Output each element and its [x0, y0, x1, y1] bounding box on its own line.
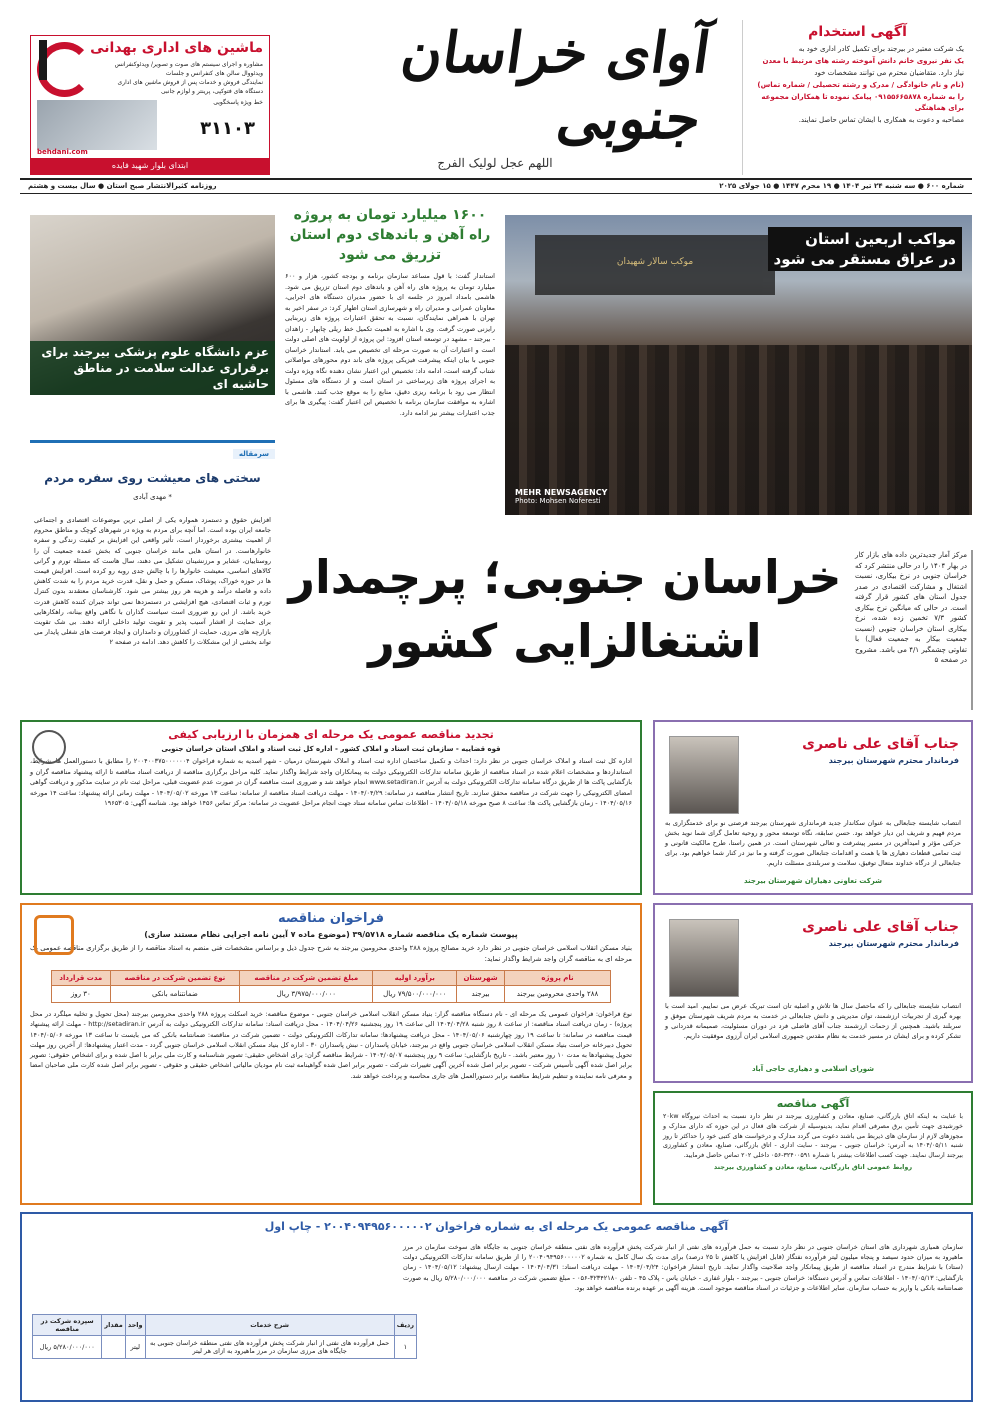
tender-subtitle: پیوست شماره یک مناقصه شماره ۳۹/۵۷۱۸ (موضوع ماده ۷ آیین نامه اجرایی نظام مستند سازی) [144, 930, 518, 939]
table-row [52, 986, 611, 1003]
table-header: نوع تضمین شرکت در مناقصه [110, 971, 240, 986]
tender-details: نوع فراخوان: فراخوان عمومی یک مرحله ای - نام دستگاه مناقصه گزار: بنیاد مسکن انقلاب اسلامی خراسان جنوبی - موضوع مناقصه: خرید اسکلت پروژه ۲۸۸ واحدی محرومین بیرجند (محل تحویل و تخلیه میلگرد در محل پروژه) - زمان دریافت اسناد مناقصه: از ساعت ۸ روز شنبه ۱۴۰۴/۰۴/۲۸ الی ساعت ۱۹ روز پنجشنبه ۱۴۰۴/۰۴/۲۶ - محل دریافت اسناد: سامانه تدارکات الکترونیکی دولت به آدرس http://setadiran.ir - مهلت ارائه پیشنهاد قیمت مناقصه در سامانه: تا ساعت ۱۹ روز چهارشنبه ۱۴۰۴/۰۵/۰۶ - محل دریافت پیشنهادها: سامانه تدارکات الکترونیکی دولت - تضمین شرکت در مناقصه: ضمانتنامه بانکی که می بایست تا ساعت ۱۳ مورخه ۱۴۰۴/۰۵/۰۶ تحویل دبیرخانه حراست بنیاد مسکن انقلاب اسلامی خراسان جنوبی واقع در بیرجند، خیابان پاسداران - نبش پاسداران ۳۰ - اداره کل بنیاد مسکن انقلاب اسلامی خراسان جنوبی گردد - مدت اعتبار پیشنهادها: از آخرین روز مهلت تحویل پیشنهادها به مدت ۱۰ روز معتبر باشد. - تاریخ بازگشایی: ساعت ۹ روز پنجشنبه ۱۴۰۴/۰۵/۰۷ - شرایط مناقصه گران: برای اشخاص حقیقی: تصویر شناسنامه و کارت ملی برابر با اصل شده و برای اشخاص حقوقی: تصویر برابر اصل شده آگهی تأسیس شرکت - تصویر برابر اصل شده آخرین آگهی تغییرات شرکت - تصویر برابر اصل شده گواهینامه ثبت نام مودیان مالیاتی اشخاص حقیقی و حقوقی - تصویر برابر اصل شده کارت ملی صاحبان امضا و معرفی نامه نماینده و تنظیم شرایط مناقصه برابر دستورالعمل های جاری محاسبه و پرداخت خواهد شد. [30, 1010, 632, 1080]
hire-ad-line: نیاز دارد. متقاضیان محترم می توانند مشخصات خود [814, 69, 964, 77]
portrait-image [669, 919, 739, 997]
table-header: ردیف [394, 1315, 416, 1336]
hire-ad-line: مصاحبه و دعوت به همکاری با ایشان تماس حاصل نمایند. [798, 116, 964, 124]
issue-info: شماره ۶۰۰ ● سه شنبه ۲۴ تیر ۱۴۰۴ ● ۱۹ محرم ۱۴۴۷ ● ۱۵ جولای ۲۰۲۵ [719, 182, 964, 190]
editorial [30, 440, 275, 700]
housing-foundation-tender [20, 903, 642, 1205]
tender-signature: روابط عمومی اتاق بازرگانی، صنایع، معادن و کشاورزی بیرجند [713, 1162, 913, 1171]
photo-caption-line: در عراق مستقر می شود [773, 250, 956, 268]
behdani-website: behdani.com [37, 148, 88, 156]
editorial-tag: سرمقاله [233, 449, 275, 459]
photo-banner-text: موکب سالار شهیدان [616, 257, 694, 267]
behdani-ad-line: نمایندگی فروش و خدمات پس از فروش ماشین های اداری [117, 79, 263, 86]
editorial-headline: سختی های معیشت روی سفره مردم [44, 471, 261, 485]
behdani-ad-line: مشاوره و اجرای سیستم های صوت و تصویر/ ویدئوکنفرانس [114, 61, 263, 68]
main-headline-line: اشتغالزایی کشور [368, 614, 762, 668]
tender-table [32, 1314, 417, 1359]
tender-body: سازمان همیاری شهرداری های استان خراسان جنوبی در نظر دارد نسبت به حمل فرآورده های نفتی از انبار شرکت پخش فرآورده های نفتی منطقه خراسان جنوبی به جایگاه های سوخت سازمان در مرز ماهیرود به میزان حدود سیصد و پنجاه میلیون لیتر فرآورده نفتگاز (قابل افزایش یا کاهش تا ۲۵ درصد) برای مدت یک سال کامل به شماره ۲۰۰۴۰۹۴۹۵۶۰۰۰۰۰۲ را از طریق سامانه تدارکات الکترونیکی دولت (ستاد) با شرایط مندرج در اسناد مناقصه از طریق پیمانکار واجد صلاحیت واگذار نماید. تاریخ انتشار فراخوان: ۱۴۰۴/۰۴/۲۴ - مهلت دریافت اسناد: ۱۴۰۴/۰۴/۳۱ - مهلت ارسال پیشنهاد: ۱۴۰۴/۰۵/۱۲ - زمان بازگشایی: ۱۴۰۴/۰۵/۱۳ - اطلاعات تماس و آدرس دستگاه: خراسان جنوبی - بیرجند - بلوار غفاری - خیابان یاس - پلاک ۴۵ - تلفن ۳۲۳۴۲۱۸۰-۰۵۶ - مبلغ تضمین شرکت در مناقصه ۵/۲۸۰/۰۰۰/۰۰۰ ریال به صورت ضمانتنامه بانکی یا واریز به حساب سازمان. سایر اطلاعات و جزئیات در اسناد مناقصه موجود است. هزینه آگهی بر عهده برنده مناقصه خواهد بود. [403, 1243, 964, 1292]
logo-text: آوای خراسان جنوبی [397, 20, 715, 152]
rail-story-body: استاندار گفت: با قول مساعد سازمان برنامه و بودجه کشور، هزار و ۶۰۰ میلیارد تومان به پروژه های راه آهن و باندهای دوم استان تزریق می شود. هاشمی بامداد امروز در جلسه ای با حضور مدیران دستگاه های اجرایی، معاونان عمرانی و مدیران راه و شهرسازی استان اظهار کرد: در سفر اخیر به تهران با همراهی نمایندگان، نسبت به تحقق اعتبارات پروژه های زیربنایی رایزنی صورت گرفت. وی با اشاره به اهمیت تکمیل خط ریلی چابهار - زاهدان - بیرجند - مشهد در توسعه استان افزود: این پروژه از اولویت های اصلی دولت است و اعتبارات آن به صورت مرحله ای تخصیص می یابد. استاندار خراسان جنوبی با بیان اینکه پیشرفت فیزیکی پروژه های باند دوم محورهای مواصلاتی شتاب گرفته است، ادامه داد: تخصیص این اعتبار نشان دهنده نگاه ویژه دولت به اجرای پروژه های زیرساختی در استان است و از دستگاه های مسئول انتظار می رود با برنامه ریزی دقیق، منابع را به موقع جذب کنند. هاشمی با اشاره به موافقت سازمان برنامه با تخصیص این اعتبار گفت: پیگیری ها برای جذب اعتبارات بیشتر نیز ادامه دارد. [285, 272, 495, 417]
tender-title: تجدید مناقصه عمومی یک مرحله ای همزمان با ارزیابی کیفی [168, 728, 494, 741]
tender-title: آگهی مناقصه عمومی یک مرحله ای به شماره فراخوان ۲۰۰۴۰۹۴۹۵۶۰۰۰۰۰۲ - چاپ اول [264, 1220, 729, 1233]
congratulation-signature: شرکت تعاونی دهیاران شهرستان بیرجند [743, 877, 883, 885]
hire-ad-line: یک نفر نیروی خانم دانش آموخته رشته های مرتبط با معدن [762, 57, 964, 65]
table-header: نام پروژه [505, 971, 611, 986]
honoree-role: فرماندار محترم شهرستان بیرجند [828, 756, 959, 765]
tender-body: اداره کل ثبت اسناد و املاک خراسان جنوبی در نظر دارد: احداث و تکمیل ساختمان اداره ثبت اسناد و املاک شهرستان درمیان - شهر اسدیه به شماره فراخوان ۲۰۰۴۰۰۳۷۵۰۰۰۰۰۰۴ را مطابق با دستورالعمل ها، شرایط، استانداردها و مشخصات اعلام شده در اسناد مناقصه از طریق سامانه تدارکات الکترونیکی دولت به پیمانکاران واجد شرایط واگذار نماید. کلیه مراحل برگزاری مناقصه از دریافت اسناد مناقصه تا ارائه پیشنهاد مناقصه گران و بازگشایی پاکت ها از طریق درگاه سامانه تدارکات الکترونیکی دولت به آدرس www.setadiran.ir انجام خواهد شد و ضروری است مناقصه گران در صورت عدم عضویت قبلی، مراحل ثبت نام در سایت مذکور و دریافت گواهی امضای الکترونیکی را جهت شرکت در مناقصه محقق سازند. تاریخ انتشار مناقصه در سامانه: ۱۴۰۴/۰۴/۲۹ - مهلت دریافت اسناد مناقصه از سامانه: ساعت ۱۳ مورخه ۱۴۰۴/۰۵/۰۲ - مهلت زمانی ارائه پیشنهاد: ساعت ۱۴ مورخه ۱۴۰۴/۰۵/۱۶ - زمان بازگشایی پاکت ها: ساعت ۸ صبح مورخه ۱۴۰۴/۰۵/۱۸ - اطلاعات تماس سامانه ستاد جهت انجام مراحل عضویت در سامانه: مرکز تماس ۱۴۵۶ خواهد بود. شناسه آگهی: ۱۹۶۵۳۰۵ [30, 757, 632, 807]
tender-title: فراخوان مناقصه [277, 911, 385, 926]
tender-orgs: قوه قضاییه - سازمان ثبت اسناد و املاک کشور - اداره کل ثبت اسناد و املاک استان خراسان جنوبی [161, 745, 501, 753]
table-row [33, 1336, 417, 1359]
behdani-address: ابتدای بلوار شهید فایده [31, 158, 269, 174]
congratulation-body: انتصاب شایسته جنابعالی را که ماحصل سال ها تلاش و اصلیه تان است تبریک عرض می نماییم. امید است با بهره گیری از تجربیات ارزشمند، توان مدیریتی و دانش جنابعالی در خدمت به مردم شریف شهرستان موفق و سربلند باشید. همچنین از زحمات ارزشمند جناب آقای فاضلی فرد در دوران مسئولیت، صمیمانه قدردانی و تشکر کرده و برای ایشان در مسیر خدمت به نظام مقدس جمهوری اسلامی ایران آرزوی موفقیت داریم. [665, 1002, 961, 1040]
honoree-name: جناب آقای علی ناصری [802, 919, 959, 935]
chamber-of-commerce-tender [653, 1091, 973, 1205]
rail-story [285, 205, 495, 525]
tender-title: آگهی مناقصه [776, 1097, 850, 1110]
table-cell: ۱ [394, 1336, 416, 1359]
table-cell: بیرجند [457, 986, 505, 1003]
table-cell: ۵/۲۸۰/۰۰۰/۰۰۰ ریال [33, 1336, 102, 1359]
photo-banner [535, 235, 775, 295]
table-cell: ضمانتنامه بانکی [110, 986, 240, 1003]
congratulation-signature: شورای اسلامی و دهیاری حاجی آباد [751, 1065, 875, 1073]
behdani-ad-line: ویدئووال سالن های کنفرانس و جلسات [165, 70, 263, 77]
dateline [20, 178, 972, 194]
main-headline [285, 545, 845, 705]
table-cell: حمل فرآورده های نفتی از انبار شرکت پخش فرآورده های نفتی منطقه خراسان جنوبی به جایگاه های مرزی سازمان در مرز ماهیرود به ازای هر لیتر [145, 1336, 394, 1359]
portrait-image [669, 736, 739, 814]
arbaeen-photo [505, 215, 972, 515]
hire-ad [742, 20, 972, 175]
table-header: مدت قرارداد [52, 971, 111, 986]
main-headline-line: خراسان جنوبی؛ پرچمدار [288, 550, 842, 604]
university-photo [30, 215, 275, 395]
behdani-phone: ۳۱۱۰۳ [200, 118, 255, 139]
hire-ad-line: را به شماره ۰۹۱۵۵۶۶۵۸۷۸ پیامک نموده تا همکاران مجموعه برای هماهنگی [761, 93, 964, 112]
hire-ad-line: (نام و نام خانوادگی / مدرک و رشته تحصیلی / شماره تماس) [757, 81, 964, 89]
behdani-phone-label: خط ویژه پاسخگویی [213, 99, 263, 106]
photo-credit [515, 488, 607, 505]
congratulation-body: انتصاب شایسته جنابعالی به عنوان سکاندار جدید فرمانداری شهرستان بیرجند فرصتی نو برای خدمتگزاری به مردم فهیم و شریف این دیار خواهد بود. حسن سابقه، نگاه توسعه محور و روحیه تعامل گرای شما نوید بخش حرکتی مؤثر و امیدآفرین در مسیر پیشرفت و تعالی شهرستان است. در همین راستا، طرح مالکیت قانونی و ثبت تمامی قطعات دهیاری ها یا همت و اقدامات جنابعالی صورت گرفته و ما نیز در کنار شما خواهیم بود. برای جنابعالی از درگاه خداوند متعال توفیق، سلامت و سربلندی مسئلت داریم. [665, 819, 961, 867]
table-header: شهرستان [457, 971, 505, 986]
table-cell: ۳/۹۷۵/۰۰۰/۰۰۰ ریال [240, 986, 373, 1003]
university-photo-caption: عزم دانشگاه علوم پزشکی بیرجند برای برقراری عدالت سلامت در مناطق حاشیه ای [30, 341, 275, 395]
photo-caption [768, 227, 962, 271]
rail-story-headline: ۱۶۰۰ میلیارد تومان به پروژه راه آهن و باندهای دوم استان تزریق می شود [289, 207, 491, 263]
honoree-name: جناب آقای علی ناصری [802, 736, 959, 752]
paper-info: روزنامه کثیرالانتشار صبح استان ● سال بیست و هشتم [28, 182, 217, 190]
table-header: سپرده شرکت در مناقصه [33, 1315, 102, 1336]
behdani-ad-title: ماشین های اداری بهدانی [90, 40, 263, 56]
behdani-ad-line: دستگاه های فتوکپی، پرینتر و لوازم جانبی [160, 88, 263, 95]
tender-intro: بنیاد مسکن انقلاب اسلامی خراسان جنوبی در نظر دارد خرید مصالح پروژه ۲۸۸ واحدی محرومین بیرجند به شرح جدول ذیل و براساس مشخصات فنی منضم به اسناد مناقصه را از طریق برگزاری مناقصه عمومی یک مرحله ای به مناقصه گران واجد شرایط واگذار نماید: [30, 944, 632, 963]
behdani-logo-bar [39, 40, 47, 80]
table-cell: ۷۹/۵۰۰/۰۰۰/۰۰۰ ریال [373, 986, 457, 1003]
masthead [0, 0, 992, 200]
tender-body: با عنایت به اینکه اتاق بازرگانی، صنایع، معادن و کشاورزی بیرجند در نظر دارد نسبت به احداث نیروگاه ۲۰kw خورشیدی جهت تأمین برق مصرفی اقدام نماید، بدینوسیله از شرکت های فعال در این حوزه که دارای مدارک و مجوزهای لازم از سازمان های ذیربط می باشند دعوت می گردد مدارک و درخواست های کتبی خود را حداکثر تا روز شنبه ۱۴۰۴/۰۵/۱۱ به آدرس: خراسان جنوبی - بیرجند - سایت اداری - اتاق بازرگانی، صنایع، معادن و کشاورزی بیرجند ارسال نمایند. جهت کسب اطلاعات بیشتر با شماره ۳۲۴۰۰۵۹۱-۰۵۶ داخلی ۲۰۲ تماس حاصل فرمایید. [663, 1113, 963, 1160]
municipalities-tender [20, 1212, 973, 1402]
table-header: واحد [125, 1315, 145, 1336]
table-cell [102, 1336, 125, 1359]
table-cell: لیتر [125, 1336, 145, 1359]
congratulation-ad-1 [653, 720, 973, 895]
office-equipment-image [37, 100, 157, 150]
editorial-author: * مهدی آبادی [133, 493, 172, 501]
editorial-body: افزایش حقوق و دستمزد همواره یکی از اصلی ترین موضوعات اقتصادی و اجتماعی جامعه ایران بوده است. اما آنچه برای مردم به ویژه در شهرهای کوچک و مناطق محروم از اهمیت بیشتری برخوردار است، تأثیر واقعی این افزایش بر کیفیت زندگی و سفره خانوارهاست. در استان هایی مانند خراسان جنوبی که بخش عمده جمعیت آن را روستاییان، عشایر و مرزنشینان تشکیل می دهند، سال هاست که مسئله تورم و گرانی کالاهای اساسی، معیشت خانوارها را با چالش جدی روبه رو کرده است. افزایش قیمت ها در حوزه خوراک، پوشاک، مسکن و حمل و نقل، قدرت خرید مردم را به شدت کاهش داده و فاصله درآمد و هزینه هر روز بیشتر می شود. کارشناسان معتقدند بدون کنترل تورم و ثبات اقتصادی، هیچ افزایشی در دستمزدها نمی تواند جبران کننده کاهش قدرت خرید باشد. از این رو ضروری است سیاست گذاران با نگاهی واقع بینانه، راهکارهایی برای حمایت از اقشار آسیب پذیر و تقویت تولید داخلی ارائه دهند. بی شک تقویت بازارچه های مرزی، حمایت از کشاورزان و دامداران و ایجاد فرصت های شغلی پایدار می تواند بخشی از این مشکلات را کاهش دهد. ادامه در صفحه ۲ [34, 516, 271, 647]
photo-credit-agency: MEHR NEWSAGENCY [515, 488, 608, 497]
table-header: مبلغ تضمین شرکت در مناقصه [240, 971, 373, 986]
table-cell: ۲۸۸ واحدی محرومین بیرجند [505, 986, 611, 1003]
honoree-role: فرماندار محترم شهرستان بیرجند [828, 939, 959, 948]
congratulation-ad-2 [653, 903, 973, 1083]
hire-ad-title: آگهی استخدام [808, 24, 907, 40]
judiciary-emblem-icon [32, 730, 66, 764]
table-cell: ۳۰ روز [52, 986, 111, 1003]
land-registry-tender [20, 720, 642, 895]
hire-ad-line: یک شرکت معتبر در بیرجند برای تکمیل کادر اداری خود به [798, 45, 964, 53]
table-header: شرح خدمات [145, 1315, 394, 1336]
logo-tagline: اللهم عجل لولیک الفرج [437, 156, 553, 170]
table-header: مقدار [102, 1315, 125, 1336]
tender-table [51, 970, 611, 1003]
housing-foundation-logo-icon [34, 915, 74, 955]
newspaper-logo [285, 15, 715, 175]
main-lede: مرکز آمار جدیدترین داده های بازار کار در بهار ۱۴۰۴ را در حالی منتشر کرد که خراسان جنوبی در نرخ بیکاری، نسبت اشتغال و مشارکت اقتصادی در صدر جدول استان های کشور قرار گرفته است. در حالی که میانگین نرخ بیکاری کشور ۷/۳ تخمین زده شده، نرخ بیکاری استان خراسان جنوبی (نسبت جمعیت بیکار به جمعیت فعال) با تفاوتی چشمگیر ۴/۱ می باشد. مشروح در صفحه ۵ [855, 550, 973, 710]
table-header: برآورد اولیه [373, 971, 457, 986]
photo-credit-author: Photo: Mohsen Noferesti [515, 497, 601, 505]
behdani-ad [30, 35, 270, 175]
photo-caption-line: مواکب اربعین استان [805, 230, 956, 248]
